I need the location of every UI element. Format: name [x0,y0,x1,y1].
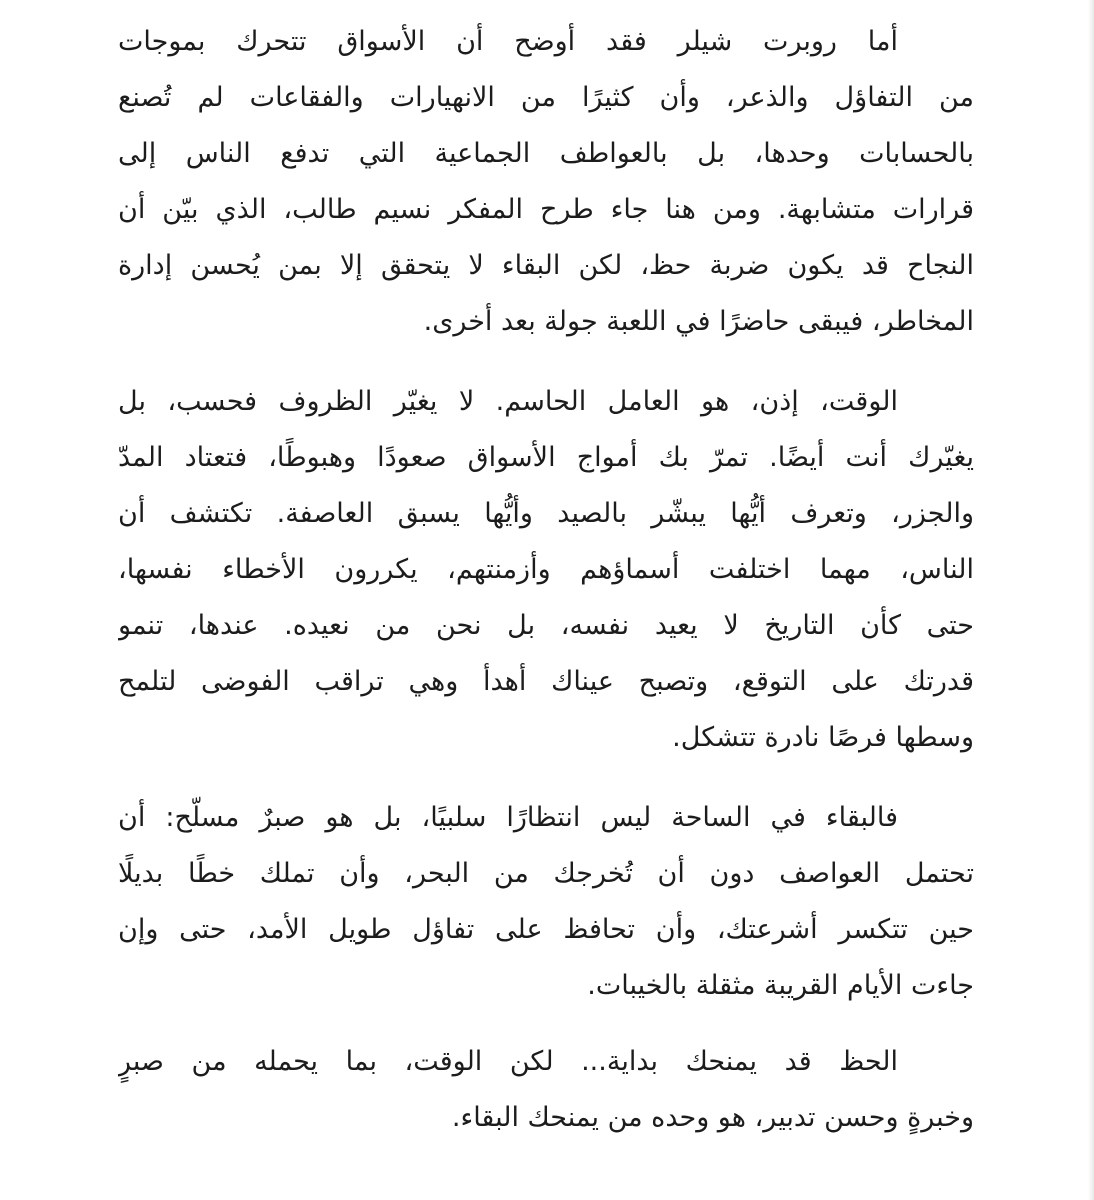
text-line: وسطها فرصًا نادرة تتشكل. [672,722,974,753]
text-line: يغيّرك أنت أيضًا. تمرّ بك أمواج الأسواق صعودًا وهبوطًا، فتعتاد المدّ [118,442,974,473]
text-line: تحتمل العواصف دون أن تُخرجك من البحر، وأن تملك خطًا بديلًا [118,858,974,889]
text-line: المخاطر، فيبقى حاضرًا في اللعبة جولة بعد أخرى. [423,306,974,337]
paragraph-1 [118,14,974,350]
text-line: وخبرةٍ وحسن تدبير، هو وحده من يمنحك البقاء. [451,1102,974,1133]
text-line: قدرتك على التوقع، وتصبح عيناك أهدأ وهي تراقب الفوضى لتلمح [118,666,974,697]
text-line: الحظ قد يمنحك بداية... لكن الوقت، بما يحمله من صبرٍ [118,1046,898,1077]
paragraph-2 [118,374,974,766]
text-line: جاءت الأيام القريبة مثقلة بالخيبات. [587,970,974,1001]
text-line: قرارات متشابهة. ومن هنا جاء طرح المفكر نسيم طالب، الذي بيّن أن [118,194,974,225]
article-body [118,14,974,1146]
paragraph-gap [118,350,974,374]
text-line: الناس، مهما اختلفت أسماؤهم وأزمنتهم، يكررون الأخطاء نفسها، [118,554,974,585]
paragraph-gap [118,1014,974,1034]
text-line: والجزر، وتعرف أيُّها يبشّر بالصيد وأيُّها يسبق العاصفة. تكتشف أن [118,498,974,529]
text-line: من التفاؤل والذعر، وأن كثيرًا من الانهيارات والفقاعات لم تُصنع [118,82,974,113]
text-line: النجاح قد يكون ضربة حظ، لكن البقاء لا يتحقق إلا بمن يُحسن إدارة [118,250,974,281]
text-line: بالحسابات وحدها، بل بالعواطف الجماعية التي تدفع الناس إلى [118,138,974,169]
paragraph-4 [118,1034,974,1146]
paragraph-gap [118,766,974,790]
paragraph-3 [118,790,974,1014]
text-line: حين تتكسر أشرعتك، وأن تحافظ على تفاؤل طويل الأمد، حتى وإن [118,914,974,945]
text-line: فالبقاء في الساحة ليس انتظارًا سلبيًا، بل هو صبرٌ مسلّح: أن [118,802,898,833]
text-line: الوقت، إذن، هو العامل الحاسم. لا يغيّر الظروف فحسب، بل [118,386,898,417]
text-line: أما روبرت شيلر فقد أوضح أن الأسواق تتحرك بموجات [118,26,898,57]
text-line: حتى كأن التاريخ لا يعيد نفسه، بل نحن من نعيده. عندها، تنمو [118,610,974,641]
page-edge [1088,0,1094,1200]
